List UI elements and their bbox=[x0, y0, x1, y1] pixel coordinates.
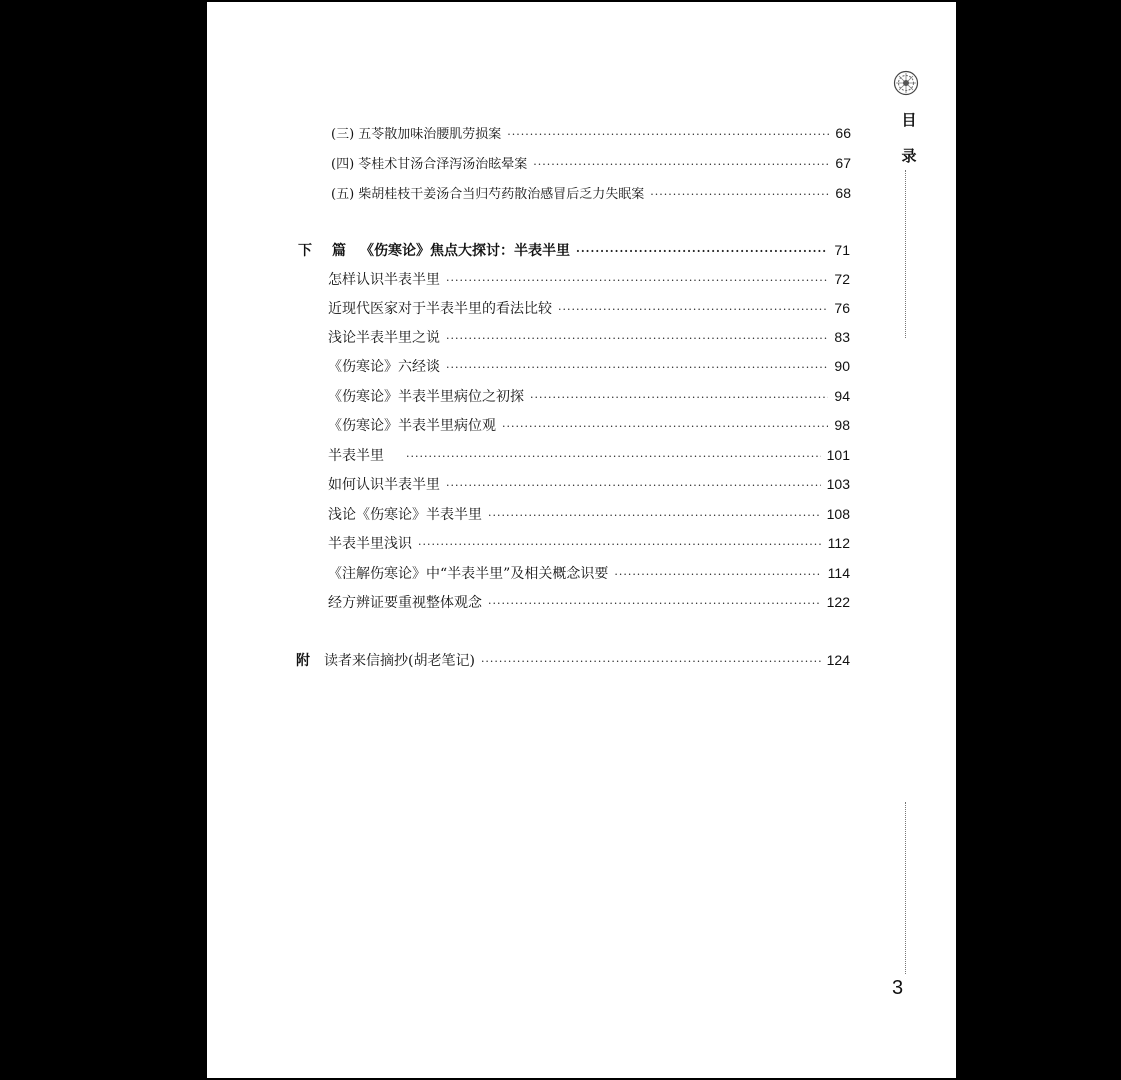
toc-page-number: 76 bbox=[834, 300, 850, 316]
toc-page-number: 108 bbox=[826, 506, 850, 522]
side-title-char: 目 bbox=[901, 111, 917, 129]
leader-dots bbox=[446, 271, 828, 291]
toc-page-number: 72 bbox=[834, 271, 850, 287]
toc-item[interactable] bbox=[328, 445, 850, 467]
toc-page-number: 114 bbox=[827, 565, 850, 581]
toc-page-number: 98 bbox=[834, 417, 850, 433]
toc-item-label: 浅论《伤寒论》半表半里 bbox=[328, 507, 482, 523]
toc-item-label: 近现代医家对于半表半里的看法比较 bbox=[328, 301, 552, 317]
toc-subitem[interactable] bbox=[331, 153, 851, 175]
toc-item[interactable] bbox=[328, 592, 850, 614]
toc-item[interactable] bbox=[328, 474, 850, 496]
leader-dots bbox=[446, 329, 828, 349]
toc-item[interactable] bbox=[328, 327, 850, 349]
leader-dots bbox=[488, 506, 821, 526]
part-title: 《伤寒论》焦点大探讨：半表半里 bbox=[360, 243, 570, 259]
toc-page-number: 94 bbox=[834, 388, 850, 404]
toc-item[interactable] bbox=[328, 298, 850, 320]
book-page bbox=[207, 2, 956, 1078]
appendix-prefix: 附 bbox=[296, 653, 310, 669]
toc-part-label bbox=[298, 241, 570, 261]
toc-item[interactable] bbox=[328, 504, 850, 526]
toc-appendix[interactable] bbox=[296, 650, 850, 672]
toc-item-label: 经方辨证要重视整体观念 bbox=[328, 595, 482, 611]
toc-subitem-label: (四) 苓桂术甘汤合泽泻汤治眩晕案 bbox=[331, 157, 528, 172]
toc-item-label: 怎样认识半表半里 bbox=[328, 272, 440, 288]
leader-dots bbox=[446, 476, 821, 496]
leader-dots bbox=[488, 594, 821, 614]
toc-item[interactable] bbox=[328, 386, 850, 408]
toc-subitem-label: (三) 五苓散加味治腰肌劳损案 bbox=[331, 127, 502, 142]
toc-page-number: 101 bbox=[826, 447, 850, 463]
toc-item-label: 如何认识半表半里 bbox=[328, 477, 440, 493]
toc-item-label: 《伤寒论》半表半里病位观 bbox=[328, 418, 496, 434]
ornament-icon bbox=[893, 70, 919, 96]
toc-item-label: 《伤寒论》六经谈 bbox=[328, 359, 440, 375]
toc-part-heading[interactable] bbox=[298, 240, 850, 262]
toc-item-label: 浅论半表半里之说 bbox=[328, 330, 440, 346]
leader-dots bbox=[533, 155, 829, 175]
toc-subitem[interactable] bbox=[331, 183, 851, 205]
page-number: 3 bbox=[892, 977, 904, 999]
side-divider-top bbox=[905, 170, 908, 338]
leader-dots bbox=[576, 242, 828, 262]
leader-dots bbox=[418, 535, 822, 555]
toc-page-number: 67 bbox=[835, 155, 851, 171]
leader-dots bbox=[507, 125, 829, 145]
leader-dots bbox=[481, 652, 821, 672]
toc-page-number: 112 bbox=[827, 535, 850, 551]
leader-dots bbox=[558, 300, 828, 320]
toc-item[interactable] bbox=[328, 269, 850, 291]
toc-item[interactable] bbox=[328, 563, 850, 585]
toc-page-number: 90 bbox=[834, 358, 850, 374]
toc-page-number: 71 bbox=[834, 242, 850, 258]
leader-dots bbox=[446, 358, 828, 378]
leader-dots bbox=[614, 565, 821, 585]
toc-item-label: 《伤寒论》半表半里病位之初探 bbox=[328, 389, 524, 405]
toc-item[interactable] bbox=[328, 415, 850, 437]
side-title-char: 录 bbox=[901, 147, 917, 165]
toc-item-label: 半表半里 bbox=[328, 448, 384, 464]
toc-item[interactable] bbox=[328, 356, 850, 378]
toc-subitem[interactable] bbox=[331, 123, 851, 145]
part-prefix: 篇 bbox=[332, 243, 346, 259]
part-prefix: 下 bbox=[298, 243, 312, 259]
toc-item[interactable] bbox=[328, 533, 850, 555]
leader-dots bbox=[650, 185, 829, 205]
appendix-title: 读者来信摘抄(胡老笔记) bbox=[324, 653, 475, 669]
toc-item-label: 《注解伤寒论》中“半表半里”及相关概念识要 bbox=[328, 566, 609, 582]
side-divider-bottom bbox=[905, 802, 908, 974]
toc-page-number: 124 bbox=[826, 652, 850, 668]
toc-subitem-label: (五) 柴胡桂枝干姜汤合当归芍药散治感冒后乏力失眠案 bbox=[331, 187, 645, 202]
toc-page-number: 103 bbox=[826, 476, 850, 492]
toc-item-label: 半表半里浅识 bbox=[328, 536, 412, 552]
toc-page-number: 68 bbox=[835, 185, 851, 201]
toc-appendix-label bbox=[296, 651, 475, 671]
leader-dots bbox=[502, 417, 828, 437]
toc-page-number: 66 bbox=[835, 125, 851, 141]
toc-page-number: 83 bbox=[834, 329, 850, 345]
leader-dots bbox=[406, 447, 821, 467]
side-section-title bbox=[899, 102, 919, 174]
toc-page-number: 122 bbox=[826, 594, 850, 610]
leader-dots bbox=[530, 388, 828, 408]
